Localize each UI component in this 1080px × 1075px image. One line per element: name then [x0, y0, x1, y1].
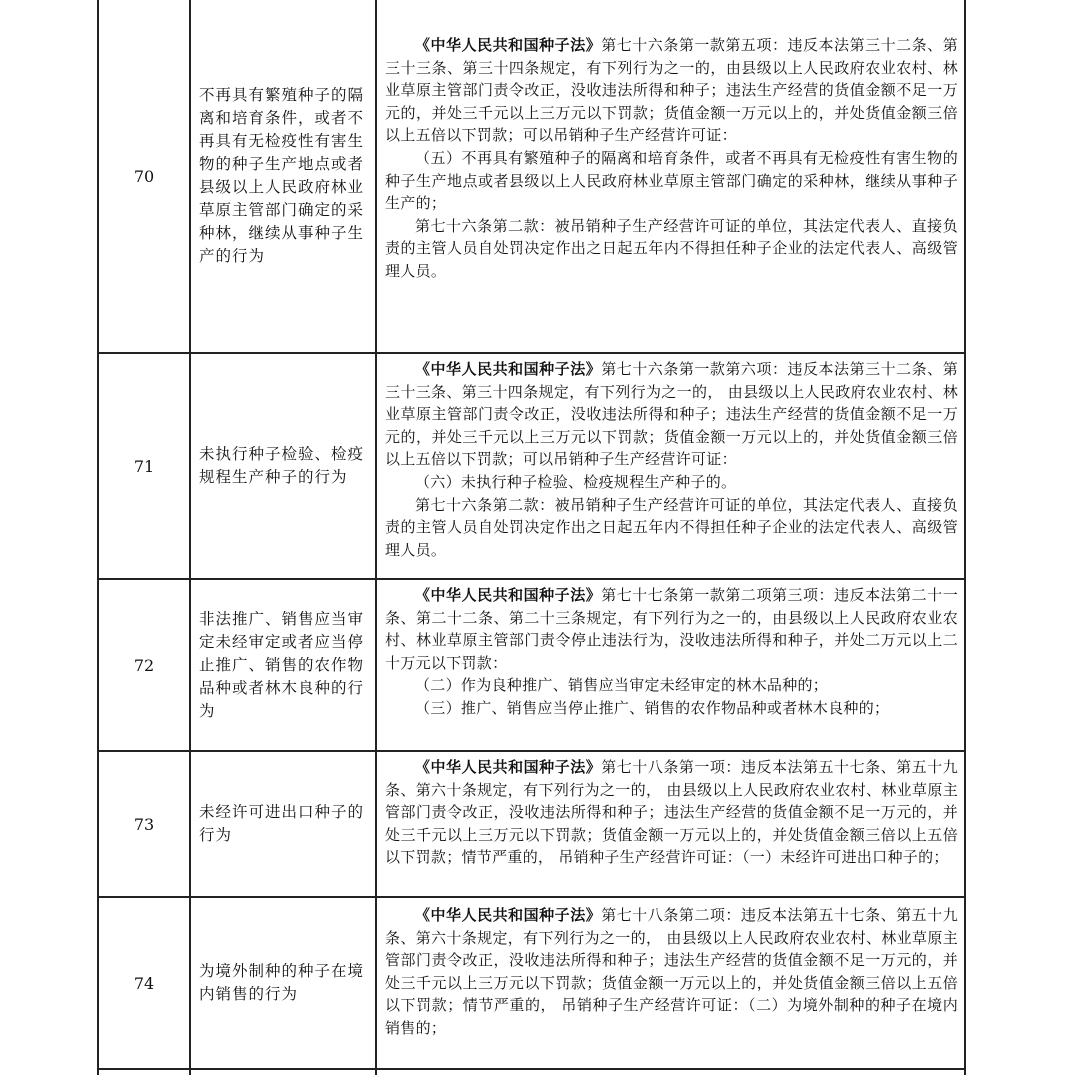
law-paragraph: 《中华人民共和国种子法》第七十六条第一款第六项：违反本法第三十二条、第三十三条、第三十四条规定，有下列行为之一的， 由县级以上人民政府农业农村、林业草原主管部门责令改正，没收违法所得和种子；违法生产经营的货值金额不足一万元的，并处三千元以上三万元以下罚款；货值金额一万元以上的，并处货值金额三倍以上五倍以下罚款；可以吊销种子生产经营许可证： — [385, 360, 958, 469]
row-number: 71 — [133, 456, 155, 476]
law-name: 《中华人民共和国种子法》 — [415, 360, 602, 378]
law-paragraph: 《中华人民共和国种子法》第七十七条第一款第二项第三项：违反本法第二十一条、第二十二条、第二十三条规定，有下列行为之一的，由县级以上人民政府农业农村、林业草原主管部门责令停止违法行为，没收违法所得和种子，并处二万元以上二十万元以下罚款： — [385, 586, 958, 672]
legal-basis — [377, 756, 964, 896]
violation-text: 为境外制种的种子在境内销售的行为 — [199, 962, 365, 1003]
law-paragraph: （六）未执行种子检验、检疫规程生产种子的。 — [415, 472, 737, 491]
violation-description — [191, 0, 375, 352]
law-paragraph: 第七十六条第二款：被吊销种子生产经营许可证的单位，其法定代表人、直接负责的主管人员自处罚决定作出之日起五年内不得担任种子企业的法定代表人、高级管理人员。 — [385, 216, 958, 280]
violation-description — [191, 354, 375, 578]
law-name: 《中华人民共和国种子法》 — [415, 758, 602, 776]
law-paragraph: 《中华人民共和国种子法》第七十八条第二项：违反本法第五十七条、第五十九条、第六十条规定，有下列行为之一的， 由县级以上人民政府农业农村、林业草原主管部门责令改正，没收违法所得和种子；违法生产经营的货值金额不足一万元的，并处三千元以上三万元以下罚款；货值金额一万元以上的，并处货值金额三倍以上五倍以下罚款；情节严重的， 吊销种子生产经营许可证：（二）为境外制种的种子在境内销售的； — [385, 906, 958, 1037]
law-paragraph: 《中华人民共和国种子法》第七十八条第一项：违反本法第五十七条、第五十九条、第六十条规定，有下列行为之一的， 由县级以上人民政府农业农村、林业草原主管部门责令改正，没收违法所得和种子；违法生产经营的货值金额不足一万元的，并处三千元以上三万元以下罚款；货值金额一万元以上的，并处货值金额三倍以上五倍以下罚款；情节严重的， 吊销种子生产经营许可证：（一）未经许可进出口种子的； — [385, 758, 958, 867]
law-name: 《中华人民共和国种子法》 — [415, 586, 602, 604]
violation-description — [191, 898, 375, 1068]
violation-text: 未经许可进出口种子的行为 — [199, 803, 365, 844]
violation-text: 非法推广、销售应当审定未经审定或者应当停止推广、销售的农作物品种或者林木良种的行为 — [199, 609, 365, 720]
law-name: 《中华人民共和国种子法》 — [415, 36, 602, 54]
violation-description — [191, 580, 375, 750]
table-border-bottom — [97, 1068, 966, 1070]
legal-basis — [377, 904, 964, 1068]
legal-basis — [377, 358, 964, 578]
row-number: 70 — [133, 166, 155, 186]
law-name: 《中华人民共和国种子法》 — [415, 906, 602, 924]
law-paragraph: （二）作为良种推广、销售应当审定未经审定的林木品种的； — [415, 676, 829, 695]
law-paragraph: （五）不再具有繁殖种子的隔离和培育条件，或者不再具有无检疫性有害生物的种子生产地点或者县级以上人民政府林业草原主管部门确定的采种林，继续从事种子生产的； — [385, 148, 958, 213]
law-paragraph: 《中华人民共和国种子法》第七十六条第一款第五项：违反本法第三十二条、第三十三条、第三十四条规定，有下列行为之一的，由县级以上人民政府农业农村、林业草原主管部门责令改正，没收违法所得和种子；违法生产经营的货值金额不足一万元的，并处三千元以上三万元以下罚款；货值金额一万元以上的，并处货值金额三倍以上五倍以下罚款；可以吊销种子生产经营许可证： — [385, 36, 958, 145]
legal-basis — [377, 584, 964, 750]
row-number: 74 — [133, 973, 155, 993]
law-paragraph: 第七十六条第二款：被吊销种子生产经营许可证的单位，其法定代表人、直接负责的主管人员自处罚决定作出之日起五年内不得担任种子企业的法定代表人、高级管理人员。 — [385, 495, 958, 559]
violation-text: 未执行种子检验、检疫规程生产种子的行为 — [199, 445, 365, 486]
law-paragraph: （三）推广、销售应当停止推广、销售的农作物品种或者林木良种的； — [415, 698, 890, 717]
violation-text: 不再具有繁殖种子的隔离和培育条件，或者不再具有无检疫性有害生物的种子生产地点或者县级以上人民政府林业草原主管部门确定的采种林，继续从事种子生产的行为 — [199, 86, 365, 265]
violation-description — [191, 752, 375, 896]
row-number: 72 — [133, 655, 155, 675]
legal-basis — [377, 34, 964, 352]
table-border-right — [964, 0, 966, 1075]
row-number: 73 — [133, 814, 155, 834]
